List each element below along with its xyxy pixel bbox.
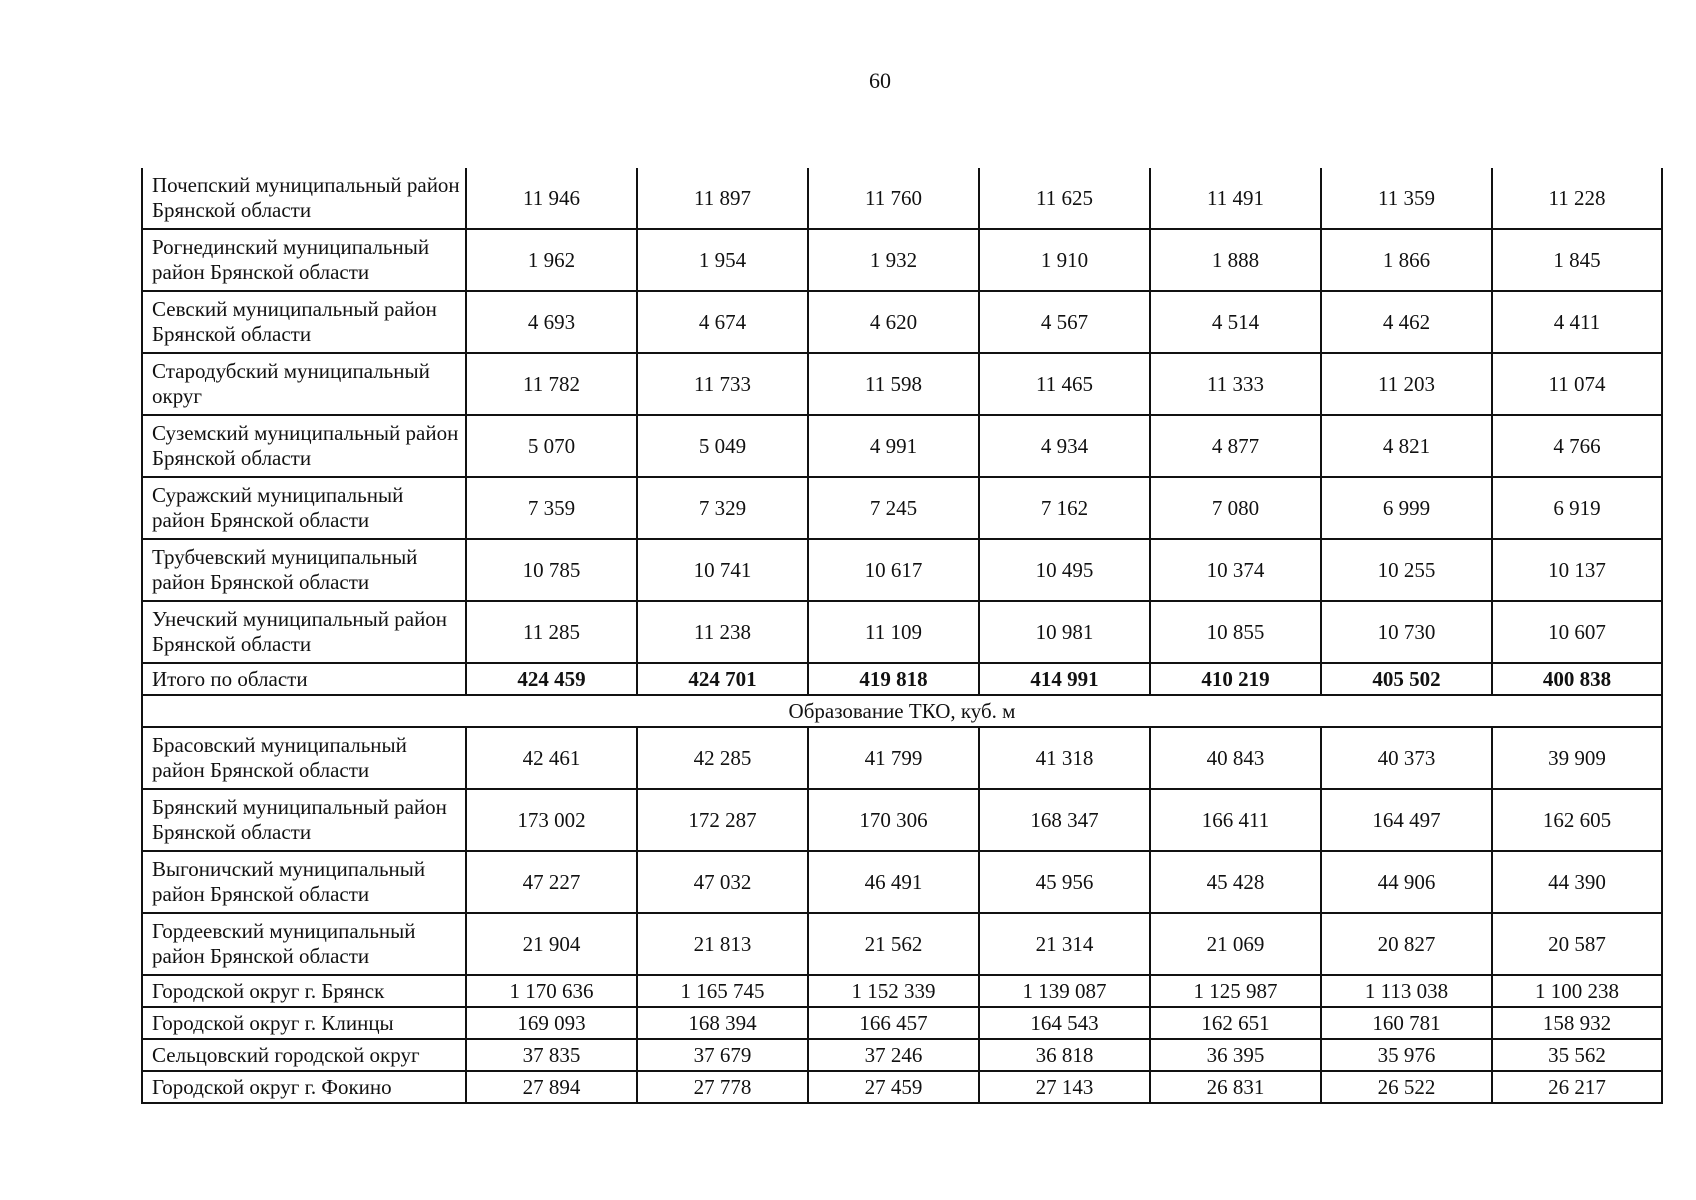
value-cell: 4 934 [979, 415, 1150, 477]
page-number: 60 [869, 68, 891, 93]
value-cell: 11 897 [637, 168, 808, 229]
value-cell: 11 109 [808, 601, 979, 663]
value-cell: 158 932 [1492, 1007, 1662, 1039]
row-label: Выгоничский муниципальный район Брянской области [142, 851, 466, 913]
value-cell: 42 285 [637, 727, 808, 789]
table-row [142, 477, 1662, 539]
table-body [142, 168, 1662, 1103]
value-cell: 26 217 [1492, 1071, 1662, 1103]
value-cell: 11 733 [637, 353, 808, 415]
value-cell: 172 287 [637, 789, 808, 851]
value-cell: 164 543 [979, 1007, 1150, 1039]
value-cell: 4 877 [1150, 415, 1321, 477]
value-cell: 11 359 [1321, 168, 1492, 229]
value-cell: 11 598 [808, 353, 979, 415]
row-label: Городской округ г. Брянск [142, 975, 466, 1007]
value-cell: 7 245 [808, 477, 979, 539]
value-cell: 4 462 [1321, 291, 1492, 353]
table-row [142, 1039, 1662, 1071]
row-label: Трубчевский муниципальный район Брянской области [142, 539, 466, 601]
value-cell: 1 139 087 [979, 975, 1150, 1007]
row-label: Суземский муниципальный район Брянской области [142, 415, 466, 477]
row-label: Брасовский муниципальный район Брянской области [142, 727, 466, 789]
value-cell: 414 991 [979, 663, 1150, 695]
value-cell: 10 137 [1492, 539, 1662, 601]
row-label: Рогнединский муниципальный район Брянской области [142, 229, 466, 291]
value-cell: 4 991 [808, 415, 979, 477]
value-cell: 1 152 339 [808, 975, 979, 1007]
table-row [142, 601, 1662, 663]
value-cell: 7 162 [979, 477, 1150, 539]
value-cell: 10 495 [979, 539, 1150, 601]
row-label: Сельцовский городской округ [142, 1039, 466, 1071]
value-cell: 11 333 [1150, 353, 1321, 415]
value-cell: 10 741 [637, 539, 808, 601]
value-cell: 11 465 [979, 353, 1150, 415]
value-cell: 162 651 [1150, 1007, 1321, 1039]
table-row [142, 168, 1662, 229]
value-cell: 7 359 [466, 477, 637, 539]
value-cell: 169 093 [466, 1007, 637, 1039]
table-row [142, 1007, 1662, 1039]
value-cell: 1 845 [1492, 229, 1662, 291]
value-cell: 21 314 [979, 913, 1150, 975]
value-cell: 45 428 [1150, 851, 1321, 913]
row-label: Стародубский муниципальный округ [142, 353, 466, 415]
value-cell: 27 894 [466, 1071, 637, 1103]
value-cell: 20 587 [1492, 913, 1662, 975]
value-cell: 405 502 [1321, 663, 1492, 695]
value-cell: 166 457 [808, 1007, 979, 1039]
value-cell: 27 778 [637, 1071, 808, 1103]
value-cell: 11 760 [808, 168, 979, 229]
value-cell: 27 459 [808, 1071, 979, 1103]
value-cell: 11 782 [466, 353, 637, 415]
value-cell: 1 962 [466, 229, 637, 291]
table-row [142, 1071, 1662, 1103]
value-cell: 44 906 [1321, 851, 1492, 913]
value-cell: 1 866 [1321, 229, 1492, 291]
value-cell: 21 904 [466, 913, 637, 975]
value-cell: 6 919 [1492, 477, 1662, 539]
value-cell: 173 002 [466, 789, 637, 851]
value-cell: 46 491 [808, 851, 979, 913]
value-cell: 7 329 [637, 477, 808, 539]
section-title: Образование ТКО, куб. м [142, 695, 1662, 727]
value-cell: 10 617 [808, 539, 979, 601]
value-cell: 11 228 [1492, 168, 1662, 229]
value-cell: 27 143 [979, 1071, 1150, 1103]
value-cell: 11 074 [1492, 353, 1662, 415]
value-cell: 11 491 [1150, 168, 1321, 229]
value-cell: 160 781 [1321, 1007, 1492, 1039]
row-label: Итого по области [142, 663, 466, 695]
value-cell: 4 821 [1321, 415, 1492, 477]
row-label: Севский муниципальный район Брянской области [142, 291, 466, 353]
value-cell: 4 514 [1150, 291, 1321, 353]
value-cell: 400 838 [1492, 663, 1662, 695]
value-cell: 6 999 [1321, 477, 1492, 539]
table-row [142, 291, 1662, 353]
row-label: Городской округ г. Фокино [142, 1071, 466, 1103]
value-cell: 11 285 [466, 601, 637, 663]
value-cell: 37 246 [808, 1039, 979, 1071]
table-row [142, 353, 1662, 415]
value-cell: 7 080 [1150, 477, 1321, 539]
value-cell: 21 813 [637, 913, 808, 975]
value-cell: 39 909 [1492, 727, 1662, 789]
table-row [142, 789, 1662, 851]
row-label: Гордеевский муниципальный район Брянской области [142, 913, 466, 975]
value-cell: 4 411 [1492, 291, 1662, 353]
value-cell: 35 976 [1321, 1039, 1492, 1071]
table-row [142, 727, 1662, 789]
table-row [142, 851, 1662, 913]
value-cell: 37 835 [466, 1039, 637, 1071]
table-row [142, 975, 1662, 1007]
value-cell: 419 818 [808, 663, 979, 695]
value-cell: 41 318 [979, 727, 1150, 789]
value-cell: 170 306 [808, 789, 979, 851]
value-cell: 10 730 [1321, 601, 1492, 663]
value-cell: 1 932 [808, 229, 979, 291]
row-label: Почепский муниципальный район Брянской области [142, 168, 466, 229]
value-cell: 1 888 [1150, 229, 1321, 291]
value-cell: 35 562 [1492, 1039, 1662, 1071]
value-cell: 424 701 [637, 663, 808, 695]
table-row [142, 229, 1662, 291]
total-row [142, 663, 1662, 695]
row-label: Городской округ г. Клинцы [142, 1007, 466, 1039]
waste-data-table [141, 168, 1663, 1104]
value-cell: 26 522 [1321, 1071, 1492, 1103]
value-cell: 4 766 [1492, 415, 1662, 477]
value-cell: 11 203 [1321, 353, 1492, 415]
value-cell: 5 049 [637, 415, 808, 477]
value-cell: 4 693 [466, 291, 637, 353]
value-cell: 10 374 [1150, 539, 1321, 601]
value-cell: 1 954 [637, 229, 808, 291]
value-cell: 10 855 [1150, 601, 1321, 663]
row-label: Унечский муниципальный район Брянской области [142, 601, 466, 663]
value-cell: 166 411 [1150, 789, 1321, 851]
value-cell: 1 170 636 [466, 975, 637, 1007]
value-cell: 21 069 [1150, 913, 1321, 975]
value-cell: 1 125 987 [1150, 975, 1321, 1007]
value-cell: 42 461 [466, 727, 637, 789]
value-cell: 41 799 [808, 727, 979, 789]
value-cell: 1 100 238 [1492, 975, 1662, 1007]
table-row [142, 539, 1662, 601]
value-cell: 4 567 [979, 291, 1150, 353]
value-cell: 45 956 [979, 851, 1150, 913]
value-cell: 11 946 [466, 168, 637, 229]
value-cell: 47 227 [466, 851, 637, 913]
value-cell: 10 255 [1321, 539, 1492, 601]
value-cell: 47 032 [637, 851, 808, 913]
value-cell: 410 219 [1150, 663, 1321, 695]
value-cell: 11 238 [637, 601, 808, 663]
value-cell: 168 394 [637, 1007, 808, 1039]
value-cell: 44 390 [1492, 851, 1662, 913]
value-cell: 36 818 [979, 1039, 1150, 1071]
value-cell: 26 831 [1150, 1071, 1321, 1103]
table-row [142, 913, 1662, 975]
value-cell: 10 785 [466, 539, 637, 601]
value-cell: 5 070 [466, 415, 637, 477]
value-cell: 1 165 745 [637, 975, 808, 1007]
value-cell: 37 679 [637, 1039, 808, 1071]
value-cell: 4 674 [637, 291, 808, 353]
value-cell: 21 562 [808, 913, 979, 975]
row-label: Брянский муниципальный район Брянской области [142, 789, 466, 851]
value-cell: 11 625 [979, 168, 1150, 229]
table-row [142, 415, 1662, 477]
value-cell: 162 605 [1492, 789, 1662, 851]
value-cell: 40 373 [1321, 727, 1492, 789]
value-cell: 1 910 [979, 229, 1150, 291]
value-cell: 424 459 [466, 663, 637, 695]
value-cell: 20 827 [1321, 913, 1492, 975]
row-label: Суражский муниципальный район Брянской области [142, 477, 466, 539]
value-cell: 40 843 [1150, 727, 1321, 789]
value-cell: 168 347 [979, 789, 1150, 851]
value-cell: 36 395 [1150, 1039, 1321, 1071]
value-cell: 10 607 [1492, 601, 1662, 663]
value-cell: 4 620 [808, 291, 979, 353]
value-cell: 1 113 038 [1321, 975, 1492, 1007]
value-cell: 164 497 [1321, 789, 1492, 851]
value-cell: 10 981 [979, 601, 1150, 663]
section-header-row [142, 695, 1662, 727]
